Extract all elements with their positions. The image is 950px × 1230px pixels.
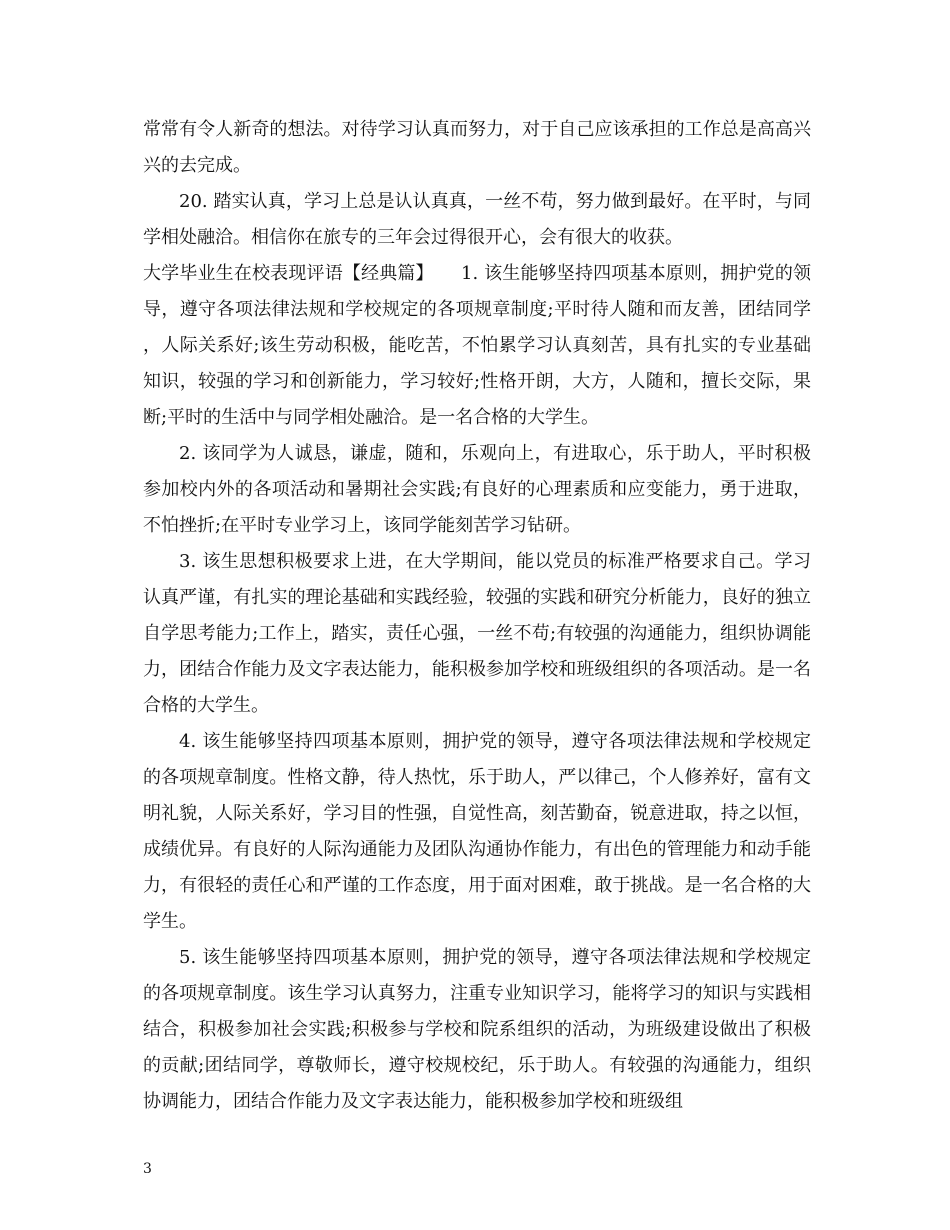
paragraph-item-3: 3. 该生思想积极要求上进，在大学期间，能以党员的标准严格要求自己。学习认真严谨，有扎实的理论基础和实践经验，较强的实践和研究分析能力，良好的独立自学思考能力;工作上，踏实，责任心强，一丝不苟;有较强的沟通能力，组织协调能力，团结合作能力及文字表达能力，能积极参加学校和班级组织的各项活动。是一名合格的大学生。 bbox=[143, 551, 811, 716]
document-page bbox=[143, 112, 811, 1120]
page-number: 3 bbox=[143, 1161, 152, 1177]
paragraph-item-2: 2. 该同学为人诚恳，谦虚，随和，乐观向上，有进取心，乐于助人，平时积极参加校内外的各项活动和暑期社会实践;有良好的心理素质和应变能力，勇于进取，不怕挫折;在平时专业学习上，该同学能刻苦学习钻研。 bbox=[143, 443, 811, 536]
paragraph-section-heading-item-1: 大学毕业生在校表现评语【经典篇】 1. 该生能够坚持四项基本原则，拥护党的领导，遵守各项法律法规和学校规定的各项规章制度;平时待人随和而友善，团结同学，人际关系好;该生劳动积极，能吃苦，不怕累学习认真刻苦，具有扎实的专业基础知识，较强的学习和创新能力，学习较好;性格开朗，大方，人随和，擅长交际，果断;平时的生活中与同学相处融洽。是一名合格的大学生。 bbox=[143, 263, 811, 428]
paragraph-continuation: 常常有令人新奇的想法。对待学习认真而努力，对于自己应该承担的工作总是高高兴兴的去完成。 bbox=[143, 119, 811, 176]
paragraph-item-20: 20. 踏实认真，学习上总是认认真真，一丝不苟，努力做到最好。在平时，与同学相处融洽。相信你在旅专的三年会过得很开心，会有很大的收获。 bbox=[143, 191, 811, 248]
paragraph-item-5: 5. 该生能够坚持四项基本原则，拥护党的领导，遵守各项法律法规和学校规定的各项规章制度。该生学习认真努力，注重专业知识学习，能将学习的知识与实践相结合，积极参加社会实践;积极参与学校和院系组织的活动，为班级建设做出了积极的贡献;团结同学，尊敬师长，遵守校规校纪，乐于助人。有较强的沟通能力，组织协调能力，团结合作能力及文字表达能力，能积极参加学校和班级组 bbox=[143, 947, 811, 1112]
paragraph-item-4: 4. 该生能够坚持四项基本原则，拥护党的领导，遵守各项法律法规和学校规定的各项规章制度。性格文静，待人热忱，乐于助人，严以律己，个人修养好，富有文明礼貌，人际关系好，学习目的性强，自觉性高，刻苦勤奋，锐意进取，持之以恒，成绩优异。有良好的人际沟通能力及团队沟通协作能力，有出色的管理能力和动手能力，有很轻的责任心和严谨的工作态度，用于面对困难，敢于挑战。是一名合格的大学生。 bbox=[143, 731, 811, 932]
